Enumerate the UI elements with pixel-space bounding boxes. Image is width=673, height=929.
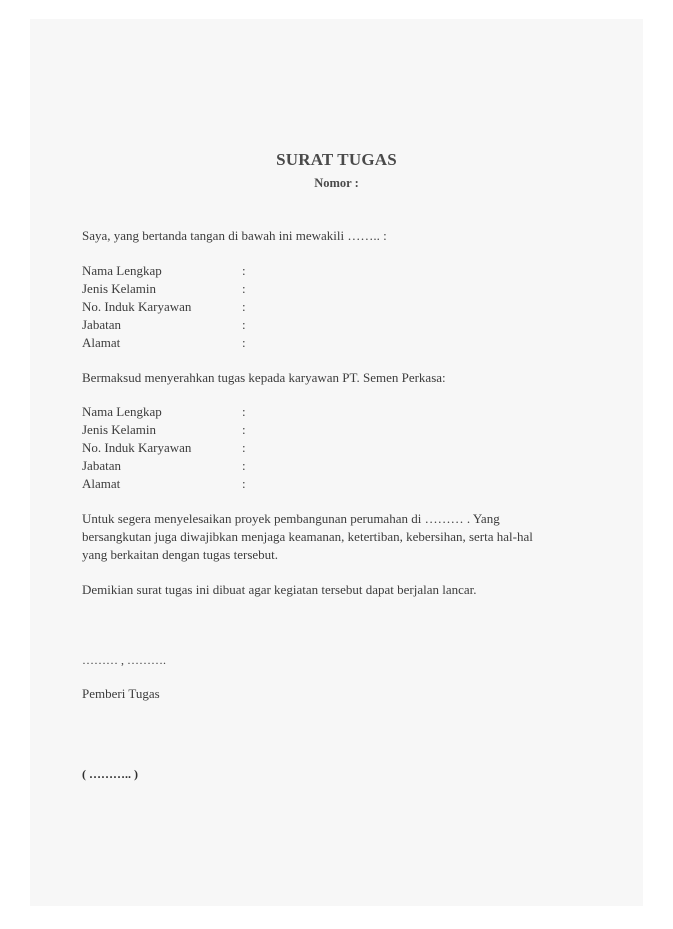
- signature-name: ( ……….. ): [82, 767, 138, 781]
- document-title: SURAT TUGAS: [276, 150, 397, 169]
- field-colon: :: [242, 335, 246, 350]
- field-colon: :: [242, 281, 246, 296]
- field-label-alamat: Alamat: [82, 476, 121, 491]
- place-date: ……… , ……….: [82, 653, 166, 667]
- field-colon: :: [242, 440, 246, 455]
- closing-statement: Demikian surat tugas ini dibuat agar kegiatan tersebut dapat berjalan lancar.: [82, 582, 477, 597]
- field-colon: :: [242, 317, 246, 332]
- signer-role: Pemberi Tugas: [82, 686, 160, 701]
- field-label-nama-lengkap: Nama Lengkap: [82, 263, 162, 278]
- field-label-alamat: Alamat: [82, 335, 121, 350]
- task-paragraph-line: yang berkaitan dengan tugas tersebut.: [82, 547, 279, 562]
- task-paragraph-line: bersangkutan juga diwajibkan menjaga keamanan, ketertiban, kebersihan, serta hal-hal: [82, 529, 533, 544]
- intro-text: Saya, yang bertanda tangan di bawah ini mewakili …….. :: [82, 228, 387, 243]
- field-label-jabatan: Jabatan: [82, 317, 121, 332]
- field-label-jenis-kelamin: Jenis Kelamin: [82, 281, 157, 296]
- field-colon: :: [242, 263, 246, 278]
- task-paragraph-line: Untuk segera menyelesaikan proyek pembangunan perumahan di ……… . Yang: [82, 511, 500, 526]
- field-colon: :: [242, 404, 246, 419]
- field-label-nama-lengkap: Nama Lengkap: [82, 404, 162, 419]
- field-label-no-induk-karyawan: No. Induk Karyawan: [82, 299, 192, 314]
- field-colon: :: [242, 299, 246, 314]
- field-colon: :: [242, 422, 246, 437]
- transfer-statement: Bermaksud menyerahkan tugas kepada karyawan PT. Semen Perkasa:: [82, 370, 446, 385]
- field-colon: :: [242, 476, 246, 491]
- document-number-label: Nomor :: [314, 176, 359, 190]
- field-colon: :: [242, 458, 246, 473]
- field-label-jabatan: Jabatan: [82, 458, 121, 473]
- field-label-no-induk-karyawan: No. Induk Karyawan: [82, 440, 192, 455]
- field-label-jenis-kelamin: Jenis Kelamin: [82, 422, 157, 437]
